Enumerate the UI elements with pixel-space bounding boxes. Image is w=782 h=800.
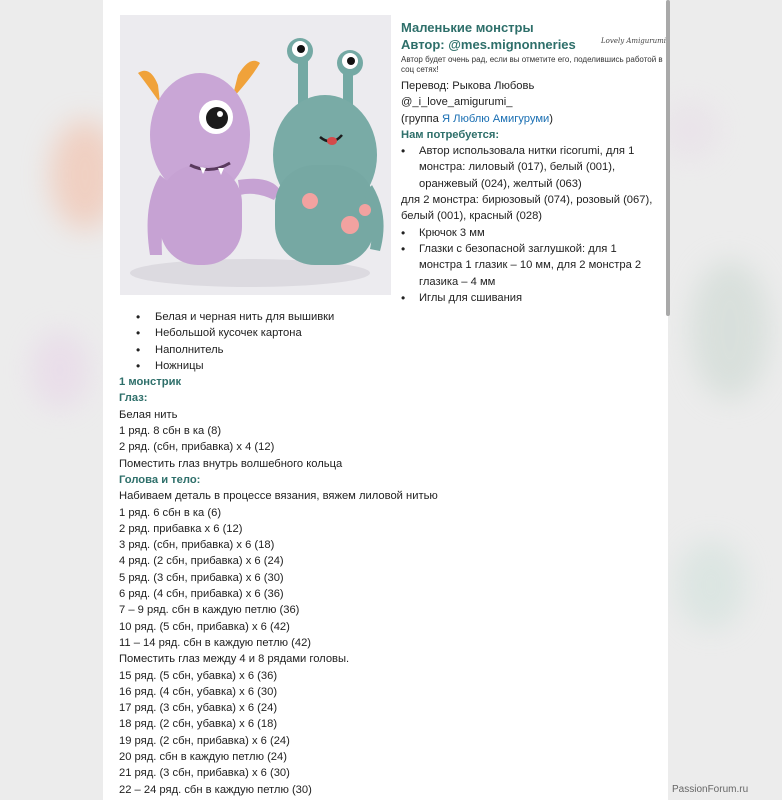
- bg-blur: [676, 540, 746, 630]
- pattern-line: Набиваем деталь в процессе вязания, вяжем лиловой нитью: [119, 490, 438, 503]
- pattern-line: 5 ряд. (3 сбн, прибавка) х 6 (30): [119, 571, 284, 584]
- pattern-line: 17 ряд. (3 сбн, убавка) х 6 (24): [119, 702, 278, 715]
- pattern-body: [119, 309, 659, 798]
- group-link[interactable]: Я Люблю Амигуруми: [441, 112, 550, 125]
- section-heading-body: Голова и тело:: [119, 473, 201, 486]
- list-item-continuation: для 2 монстра: бирюзовый (074), розовый (067), белый (001), красный (028): [401, 194, 653, 223]
- group-line: (группа Я Люблю Амигуруми): [401, 112, 553, 125]
- pattern-line: 21 ряд. (3 сбн, прибавка) х 6 (30): [119, 767, 290, 780]
- pattern-line: 7 – 9 ряд. сбн в каждую петлю (36): [119, 604, 300, 617]
- scrollbar[interactable]: [666, 0, 670, 316]
- document-page: [103, 0, 668, 800]
- pattern-line: 1 ряд. 8 сбн в ка (8): [119, 425, 222, 438]
- brand-logo: Lovely Amigurumi: [601, 37, 667, 45]
- pattern-line: 15 ряд. (5 сбн, убавка) х 6 (36): [119, 669, 278, 682]
- list-item: • Иглы для сшивания: [401, 290, 663, 306]
- section-heading-eye: Глаз:: [119, 392, 148, 405]
- pattern-line: 10 ряд. (5 сбн, прибавка) х 6 (42): [119, 620, 290, 633]
- pattern-line: 2 ряд. прибавка х 6 (12): [119, 522, 243, 535]
- pattern-line: 19 ряд. (2 сбн, прибавка) х 6 (24): [119, 734, 290, 747]
- pattern-line: 22 – 24 ряд. сбн в каждую петлю (30): [119, 783, 312, 796]
- list-item: • Крючок 3 мм: [401, 225, 663, 241]
- pattern-line: 3 ряд. (сбн, прибавка) х 6 (18): [119, 539, 275, 552]
- list-item: • Наполнитель: [119, 342, 659, 358]
- list-item: • Глазки с безопасной заглушкой: для 1 монстра 1 глазик – 10 мм, для 2 монстра 2 глазика – 4 мм: [401, 241, 663, 290]
- pattern-line: Поместить глаз между 4 и 8 рядами головы.: [119, 653, 350, 666]
- author-line: Автор: @mes.mignonneries: [401, 37, 576, 52]
- header-block: [401, 20, 663, 306]
- section-heading-monster1: 1 монстрик: [119, 376, 182, 389]
- monsters-photo: [120, 15, 391, 295]
- site-watermark: PassionForum.ru: [672, 784, 749, 795]
- translation-line: Перевод: Рыкова Любовь: [401, 80, 535, 92]
- pattern-line: 2 ряд. (сбн, прибавка) х 4 (12): [119, 441, 275, 454]
- pattern-line: Белая нить: [119, 408, 178, 421]
- pattern-line: 11 – 14 ряд. сбн в каждую петлю (42): [119, 636, 312, 649]
- document-title: Маленькие монстры: [401, 20, 534, 35]
- pattern-line: Поместить глаз внутрь волшебного кольца: [119, 457, 343, 470]
- pattern-line: 16 ряд. (4 сбн, убавка) х 6 (30): [119, 685, 278, 698]
- pattern-line: 20 ряд. сбн в каждую петлю (24): [119, 751, 287, 764]
- bg-blur: [690, 260, 770, 400]
- list-item: • Автор использовала нитки ricorumi, для 1 монстра: лиловый (017), белый (001), оранжевый (024), желтый (063): [401, 143, 663, 192]
- pattern-line: 18 ряд. (2 сбн, убавка) х 6 (18): [119, 718, 278, 731]
- list-item: • Небольшой кусочек картона: [119, 325, 659, 341]
- list-item: • Ножницы: [119, 358, 659, 374]
- author-note: Автор будет очень рад, если вы отметите его, поделившись работой в соц сетях!: [401, 55, 663, 74]
- list-item: • Белая и черная нить для вышивки: [119, 309, 659, 325]
- bg-blur: [30, 330, 90, 410]
- pattern-line: 4 ряд. (2 сбн, прибавка) х 6 (24): [119, 555, 284, 568]
- instagram-handle: @_i_love_amigurumi_: [401, 96, 513, 109]
- pattern-line: 6 ряд. (4 сбн, прибавка) х 6 (36): [119, 588, 284, 601]
- materials-heading: Нам потребуется:: [401, 128, 500, 141]
- pattern-line: 1 ряд. 6 сбн в ка (6): [119, 506, 222, 519]
